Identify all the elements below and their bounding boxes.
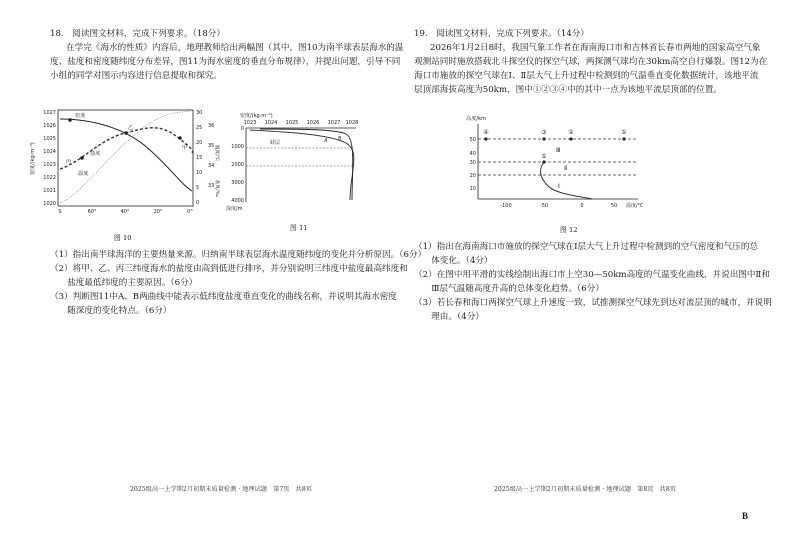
fig10-rt-6: 0 xyxy=(196,200,200,206)
fig11-dt-3: 3000 xyxy=(231,180,244,186)
fig10-lt-3: 1024 xyxy=(43,149,56,155)
q19-question-3: （3）若长春和海口两探空气球上升速度一致，试推测探空气球先到达对流层顶的城市，并说明 xyxy=(414,298,772,308)
fig11-tt-5: 1028 xyxy=(345,120,359,126)
fig10-label-salinity: 盐度 xyxy=(90,151,101,157)
fig12-yt-2: 30 xyxy=(469,160,476,166)
q19-intro-line-2: 观测站同时施放搭载北斗探空仪的探空气球，两探测气球均在30km高空自行爆裂。图12为在 xyxy=(414,57,768,67)
page-7-footer: 2025级高一上学期2月初期末质量检测 · 地理试题 第7页 共8页 xyxy=(130,486,312,493)
q18-question-3-cont: 随深度的变化特点。（6分） xyxy=(50,306,172,316)
fig10-density-curve xyxy=(60,119,192,191)
fig12-xt-3: 50 xyxy=(610,203,618,209)
fig12-x-title: 温度/℃ xyxy=(626,203,644,209)
fig12-layer-3: Ⅲ xyxy=(556,146,561,154)
fig12-yt-0: 50 xyxy=(469,137,476,143)
q19-intro-line-3: 海口市施放的探空气球在Ⅰ、Ⅱ层大气上升过程中检测到的气温垂直变化数据统计，该地平流 xyxy=(414,71,759,81)
fig10-rs-3: 33 xyxy=(208,183,215,189)
fig12-point-1: ① xyxy=(621,129,627,136)
fig11-dt-1: 1000 xyxy=(231,144,244,150)
fig10-rs-0: 36 xyxy=(208,123,215,129)
fig10-marker-a xyxy=(178,136,182,140)
q19-question-1-cont: 体变化。（4分） xyxy=(414,256,493,266)
fig10-marker-b xyxy=(124,131,128,135)
fig10-xt-1: 60° xyxy=(87,209,97,215)
fig10-lt-5: 1022 xyxy=(43,175,56,181)
fig12-y-title: 高度/km xyxy=(466,116,487,122)
fig10-xt-4: 0° xyxy=(187,209,193,215)
fig10-label-c: 丙 xyxy=(66,159,72,165)
fig11-dt-4: 4000 xyxy=(231,198,244,204)
fig10-marker-c xyxy=(80,156,84,160)
fig10-temperature-curve xyxy=(60,111,192,203)
fig10-rt-0: 30 xyxy=(196,110,203,116)
fig12-yt-1: 40 xyxy=(469,151,476,157)
fig11-tt-4: 1027 xyxy=(327,120,341,126)
fig12-xt-0: -100 xyxy=(500,203,512,209)
fig10-rt-4: 10 xyxy=(196,170,203,176)
fig10-xt-2: 40° xyxy=(120,209,130,215)
fig10-label-a: 甲 xyxy=(182,145,188,151)
fig11-top-title: 密度/(kg·m⁻³) xyxy=(240,113,273,119)
figure-11-caption: 图 11 xyxy=(290,224,308,232)
fig10-rt-3: 15 xyxy=(196,155,203,161)
fig11-tt-0: 1023 xyxy=(243,120,257,126)
q18-question-1: （1）指出南半球海洋的主要热量来源。归纳南半球表层海水温度随纬度的变化并分析原因。（6分） xyxy=(50,250,427,260)
q18-intro-line-1: 在学完《海水的性质》内容后，地理教师给出两幅图（其中，图10为南半球表层海水的温 xyxy=(66,43,404,53)
fig12-yt-3: 20 xyxy=(469,173,476,179)
fig10-marker-density xyxy=(68,118,72,122)
fig10-lt-0: 1027 xyxy=(43,110,56,116)
fig12-point-3: ③ xyxy=(541,129,547,136)
q19-question-2-cont: Ⅲ层气温随高度升高的总体变化趋势。（6分） xyxy=(414,284,604,294)
fig12-point-2: ② xyxy=(568,129,574,136)
fig10-xt-0: S xyxy=(58,209,62,215)
fig10-left-title: 密度/(kg·m⁻³) xyxy=(30,142,36,175)
page-8-footer: 2025级高一上学期2月初期末质量检测 · 地理试题 第8页 共8页 xyxy=(494,486,676,493)
fig10-lt-1: 1026 xyxy=(43,123,56,129)
q18-intro-line-2: 度、盐度和密度随纬度分布差异，图11为海水密度的垂直分布规律），并提出问题，引导不同 xyxy=(50,57,401,67)
fig10-rs-1: 35 xyxy=(208,143,215,149)
q18-header: 18. 阅读图文材料，完成下列要求。（18分） xyxy=(50,29,225,39)
q19-question-1: （1）指出在海南海口市施放的探空气球在Ⅰ层大气上升过程中检测到的空气密度和气压的总 xyxy=(414,242,759,252)
fig12-point-5: ⑤ xyxy=(541,153,547,160)
fig10-lt-4: 1023 xyxy=(43,162,56,168)
paper-version-mark: B xyxy=(742,511,749,521)
fig10-rs-2: 34 xyxy=(208,163,215,169)
q19-intro-line-4: 层顶部海拔高度为50km，图中①②③④中的其中一点为该地平流层顶部的位置。 xyxy=(414,85,722,95)
fig12-xt-1: -50 xyxy=(539,203,549,209)
q18-question-2-cont: 盐度最低纬度的主要原因。（6分） xyxy=(50,278,198,288)
fig11-label-a: A xyxy=(324,138,328,144)
q18-question-3: （3）判断图11中A、B两曲线中能表示低纬度盐度垂直变化的曲线名称，并说明其海水密度 xyxy=(50,292,397,302)
fig12-point-4: ④ xyxy=(483,129,489,136)
fig10-rt-1: 25 xyxy=(196,125,203,131)
q18-intro-line-3: 小组的同学对图示内容进行信息提取和探究。 xyxy=(50,71,222,81)
fig11-tt-2: 1025 xyxy=(285,120,299,126)
fig11-label-layer: 跃层 xyxy=(270,140,281,146)
figure-12 xyxy=(458,112,648,212)
fig12-layer-2: Ⅱ xyxy=(564,164,568,172)
fig10-right-title-sal: 盐度/‰ xyxy=(214,180,219,197)
fig11-dt-0: 0 xyxy=(240,126,244,132)
fig10-label-b: 乙 xyxy=(128,125,134,131)
q18-question-2: （2）将甲、乙、丙三纬度海水的盐度由高到低进行排序，并分别说明三纬度中盐度最高纬度和 xyxy=(50,264,408,274)
fig11-depth-title: 深度/m xyxy=(226,206,243,212)
fig10-lt-6: 1021 xyxy=(43,188,56,194)
fig12-yt-4: 10 xyxy=(469,186,476,192)
q19-header: 19. 阅读图文材料，完成下列要求。（14分） xyxy=(414,29,589,39)
fig11-label-b: B xyxy=(338,136,342,142)
fig10-rt-2: 20 xyxy=(196,140,203,146)
fig12-xt-2: 0 xyxy=(580,203,584,209)
figure-12-caption: 图 12 xyxy=(560,226,578,234)
q19-question-3-cont: 理由。（4分） xyxy=(414,312,484,322)
fig10-lt-2: 1025 xyxy=(43,136,56,142)
fig11-tt-3: 1026 xyxy=(306,120,320,126)
figure-10-caption: 图 10 xyxy=(114,234,132,242)
fig10-lt-7: 1020 xyxy=(43,201,56,207)
fig12-layer-1: Ⅰ xyxy=(558,182,560,190)
fig10-xt-3: 20° xyxy=(153,209,163,215)
fig10-rt-5: 5 xyxy=(196,185,200,191)
q19-question-2: （2）在图中用平滑的实线绘制出海口市上空30—50km高度的气温变化曲线，并说出图中Ⅱ和 xyxy=(414,270,770,280)
figure-10 xyxy=(30,105,220,220)
fig10-label-temperature: 温度 xyxy=(78,171,89,177)
q19-intro-line-1: 2026年1月2日8时，我国气象工作者在海南海口市和吉林省长春市两地的国家高空气象 xyxy=(430,43,761,53)
figure-11 xyxy=(226,112,366,212)
fig11-tt-1: 1024 xyxy=(264,120,278,126)
fig11-dt-2: 2000 xyxy=(231,162,244,168)
fig10-right-title-temp: 温度/℃ xyxy=(214,145,219,161)
fig10-label-density: 密度 xyxy=(75,113,86,119)
